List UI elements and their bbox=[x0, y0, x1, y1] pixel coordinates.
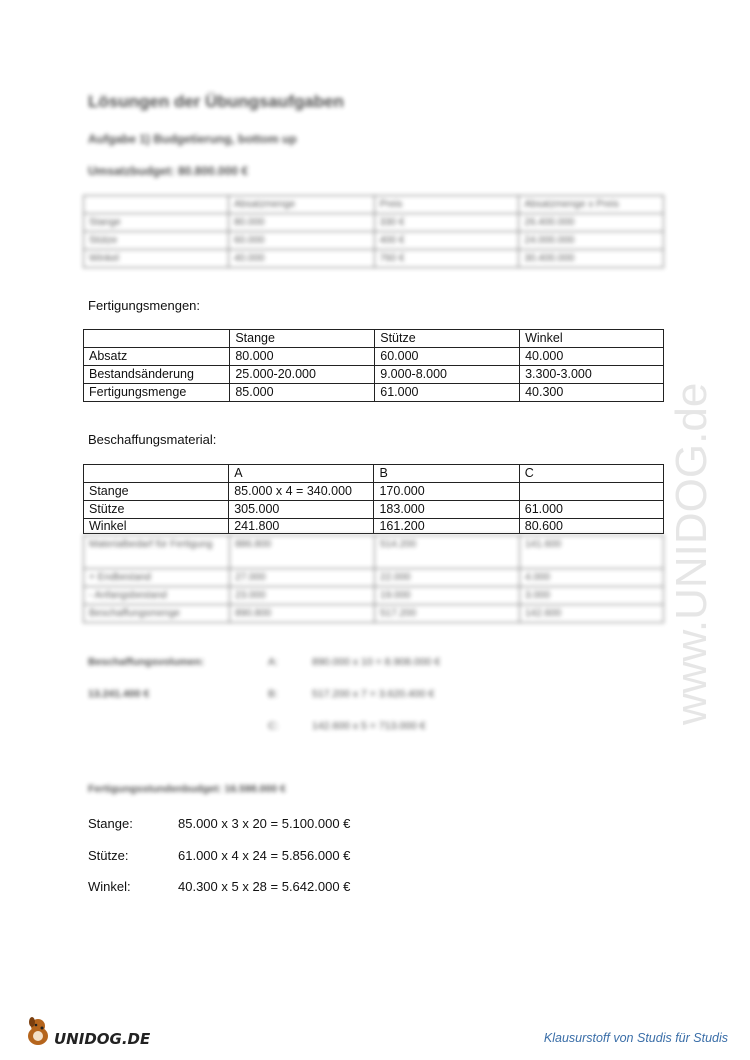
production-table bbox=[83, 329, 664, 402]
procurement-key-c: C: bbox=[268, 720, 279, 732]
table-header-row: Absatzmenge Preis Absatzmenge x Preis bbox=[84, 196, 664, 214]
watermark-text: www.UNIDOG.de bbox=[667, 382, 716, 725]
table-row: Bestandsänderung 25.000-20.000 9.000-8.000 3.300-3.000 bbox=[84, 366, 664, 384]
sales-table bbox=[83, 195, 664, 268]
logo-text: UNIDOG.DE bbox=[54, 1030, 151, 1048]
procurement-key-b: B: bbox=[268, 688, 278, 700]
table-row: Stütze 60.000 400 € 24.000.000 bbox=[84, 232, 664, 250]
hours-calc-stange: 85.000 x 3 x 20 = 5.100.000 € bbox=[178, 816, 351, 831]
dog-icon bbox=[28, 1017, 48, 1045]
table-header-row: A B C bbox=[84, 465, 664, 483]
table-row: Materialbedarf für Fertigung 886.800 514.200 141.600 bbox=[84, 536, 664, 569]
table-row: Absatz 80.000 60.000 40.000 bbox=[84, 348, 664, 366]
procurement-label: Beschaffungsvolumen: bbox=[88, 656, 205, 668]
hours-label-winkel: Winkel: bbox=[88, 879, 131, 894]
table-row: Stange 85.000 x 4 = 340.000 170.000 bbox=[84, 483, 664, 501]
table-row: Winkel 241.800 161.200 80.600 bbox=[84, 519, 664, 534]
procurement-calc-a: 890.000 x 10 = 8.908.000 € bbox=[312, 656, 441, 668]
table-header-row: Stange Stütze Winkel bbox=[84, 330, 664, 348]
procurement-calc-b: 517.200 x 7 = 3.620.400 € bbox=[312, 688, 435, 700]
revenue-budget: Umsatzbudget: 80.800.000 € bbox=[88, 164, 249, 178]
procurement-key-a: A: bbox=[268, 656, 278, 668]
table-row: Stütze 305.000 183.000 61.000 bbox=[84, 501, 664, 519]
hours-calc-winkel: 40.300 x 5 x 28 = 5.642.000 € bbox=[178, 879, 351, 894]
footer-tagline: Klausurstoff von Studis für Studis bbox=[543, 1031, 728, 1045]
material-table bbox=[83, 464, 664, 534]
material-table-blurred bbox=[83, 535, 664, 623]
table-row: Winkel 40.000 760 € 30.400.000 bbox=[84, 250, 664, 268]
hours-budget: Fertigungsstundenbudget: 16.598.000 € bbox=[88, 783, 286, 795]
material-label: Beschaffungsmaterial: bbox=[88, 432, 217, 447]
production-label: Fertigungsmengen: bbox=[88, 298, 201, 313]
procurement-calc-c: 142.600 x 5 = 713.000 € bbox=[312, 720, 426, 732]
table-row: + Endbestand 27.000 22.000 4.000 bbox=[84, 569, 664, 587]
hours-label-stuetze: Stütze: bbox=[88, 848, 129, 863]
hours-calc-stuetze: 61.000 x 4 x 24 = 5.856.000 € bbox=[178, 848, 351, 863]
table-row: - Anfangsbestand 23.000 19.000 3.000 bbox=[84, 587, 664, 605]
hours-label-stange: Stange: bbox=[88, 816, 133, 831]
unidog-logo bbox=[22, 1012, 152, 1050]
task-title: Aufgabe 1) Budgetierung, bottom up bbox=[88, 132, 297, 146]
table-row: Stange 80.000 330 € 26.400.000 bbox=[84, 214, 664, 232]
document-heading: Lösungen der Übungsaufgaben bbox=[88, 92, 344, 111]
table-row: Fertigungsmenge 85.000 61.000 40.300 bbox=[84, 384, 664, 402]
watermark bbox=[664, 280, 724, 730]
table-row: Beschaffungsmenge 890.800 517.200 142.600 bbox=[84, 605, 664, 623]
procurement-total: 13.241.400 € bbox=[88, 688, 150, 700]
